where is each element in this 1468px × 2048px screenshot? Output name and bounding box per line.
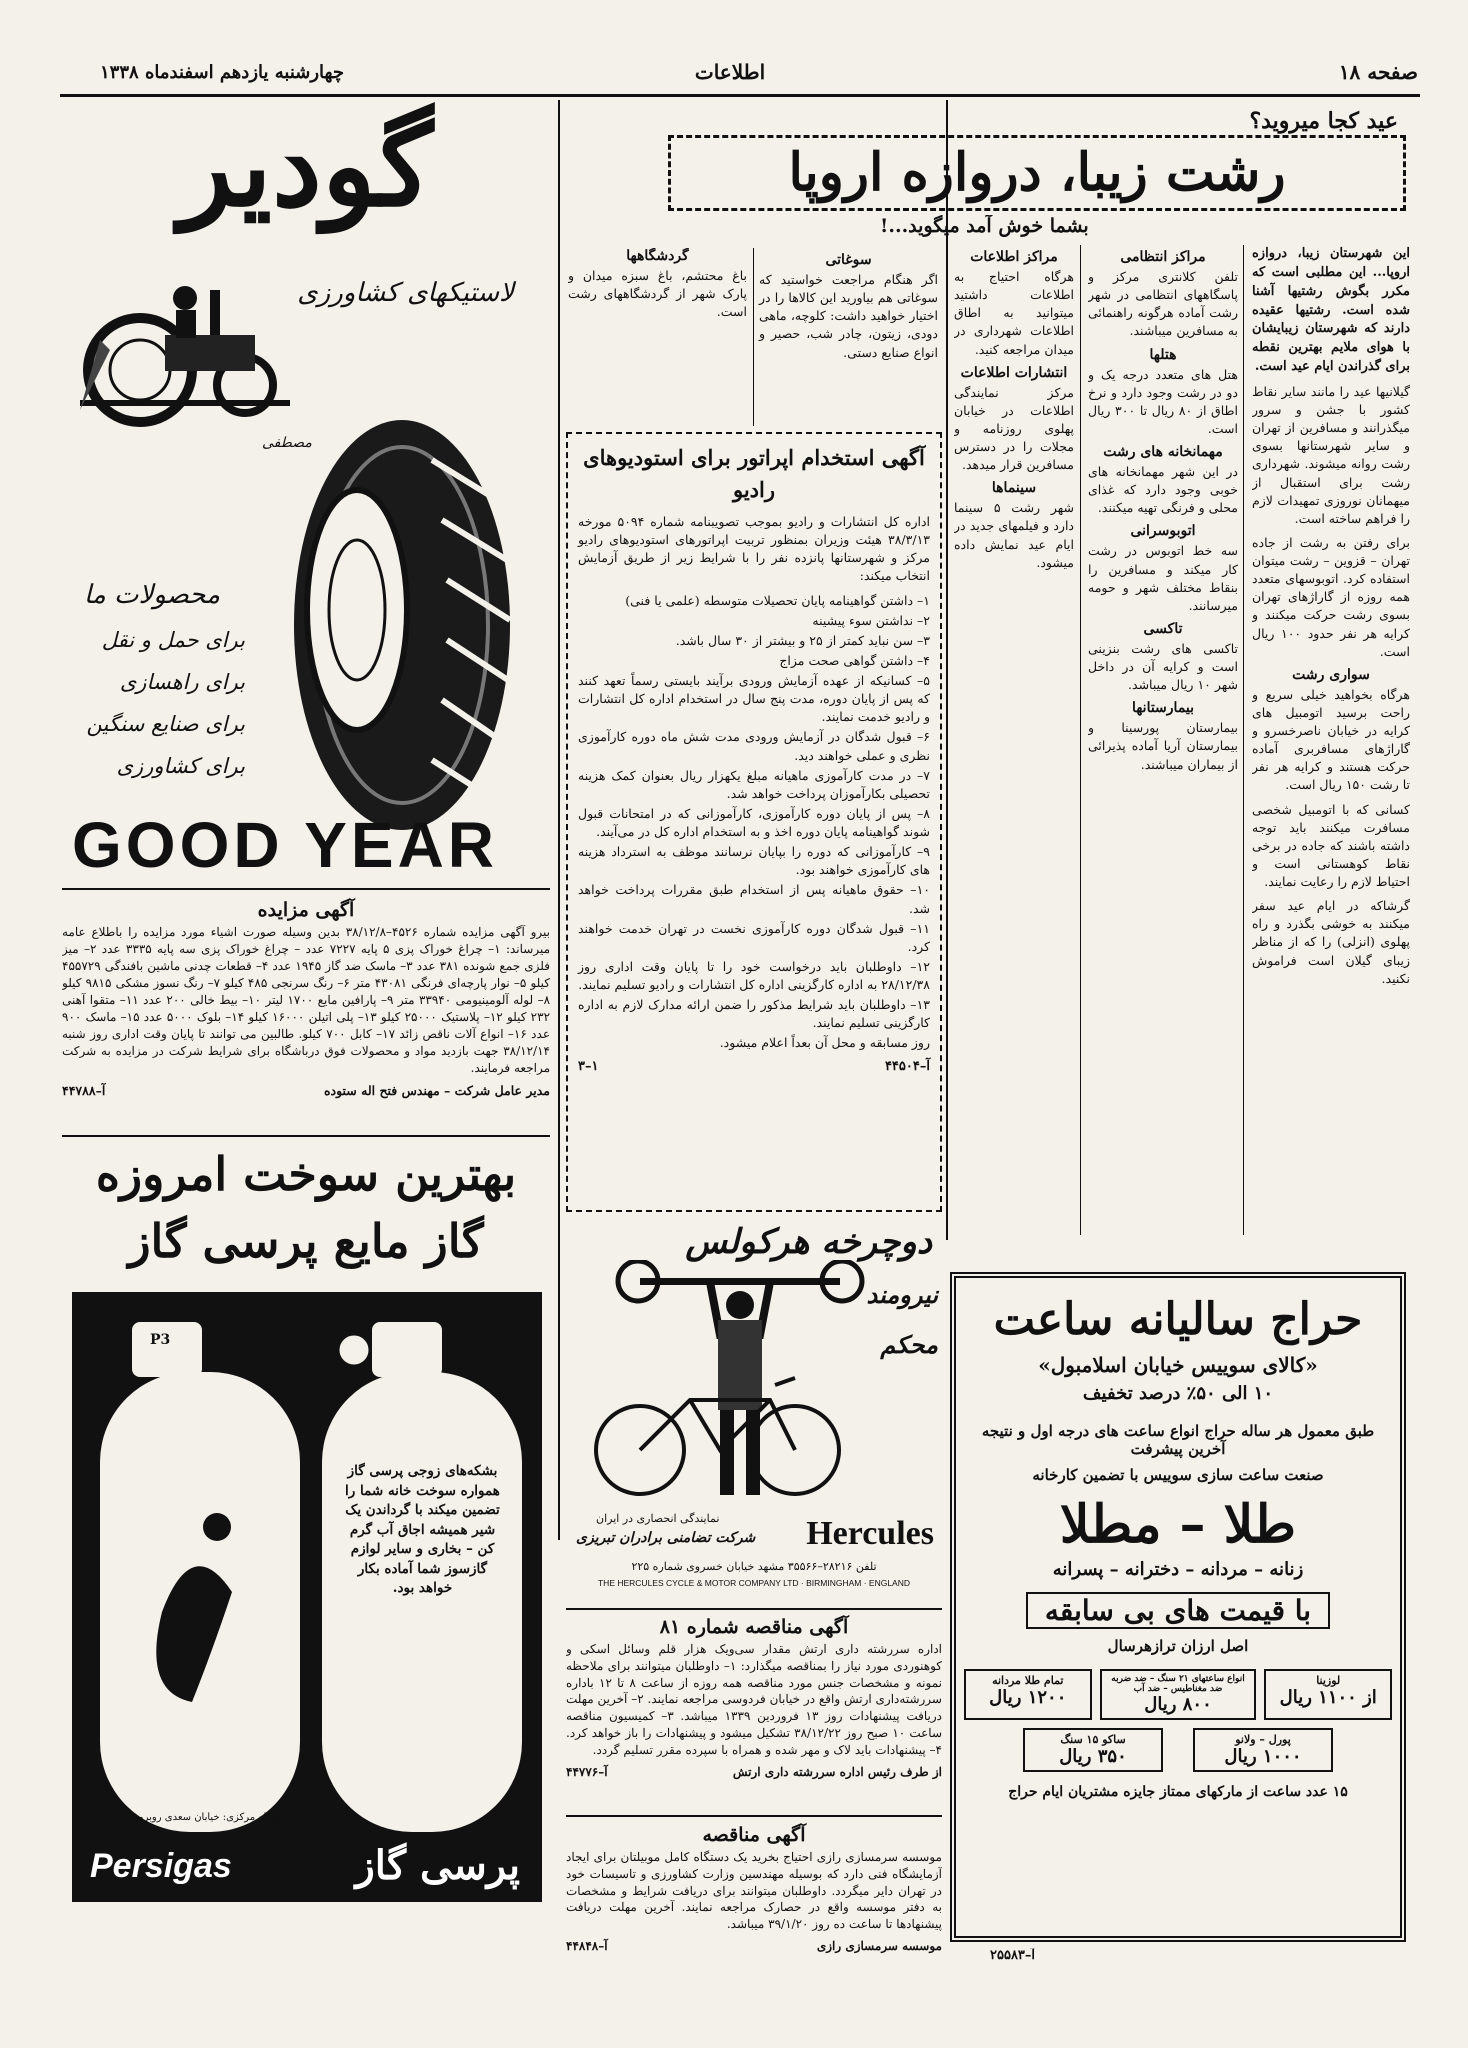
section-text: در این شهر مهمانخانه های خوبی وجود دارد که غذای محلی و فرنگی تهیه میکنند. — [1088, 464, 1238, 516]
tender-81-body: اداره سررشته داری ارتش مقدار سی‌ویک هزار قلم وسائل اسکی و کوهنوردی مورد نیاز را بمناقصه میگذارد: ۱– داوطلبان میتوانند برای ملاحظه نمونه و مشخصات جنس مورد مناقصه همه روزه از ساعت ۸ تا ۱۲ باداره سررشته‌داری ارتش واقع در خیابان فردوسی مراجعه نمایند. ۲– آخرین مهلت دریافت پیشنهادات روز ۱۳ فروردین ۱۳۳۹ میباشد. ۳– کمیسیون مناقصه ساعت ۱۰ صبح روز ۳۸/۱۲/۲۲ تشکیل میشود و پیشنهادات را باز خواهد کرد. ۴– پیشنهادات باید لاک و مهر شده و همراه با سپرده مقرر تسلیم گردد. — [566, 1642, 942, 1757]
section-text: تاکسی های رشت بنزینی است و کرایه آن در داخل شهر ۱۰ ریال میباشد. — [1088, 640, 1238, 693]
price-name: پورل – ولانو — [1235, 1733, 1291, 1746]
hercules-company: شرکت تضامنی برادران تبریزی — [576, 1530, 756, 1546]
persigas-dealer: نمایشگاه مرکزی: خیابان سعدی روبروی سینما — [104, 1812, 296, 1823]
hercules-illustration — [570, 1260, 900, 1510]
goodyear-ad — [62, 100, 550, 885]
rasht-title: رشت زیبا، دروازه اروپا — [788, 142, 1286, 203]
watch-line-1: طبق معمول هر ساله حراج انواع ساعت های درجه اول و نتیجه آخرین پیشرفت — [981, 1422, 1375, 1458]
rasht-intro-column — [1252, 245, 1410, 1240]
radio-ad-closing: روز مسابقه و محل آن بعداً اعلام میشود. — [719, 1035, 930, 1051]
auction-code: آ–۴۴۷۸۸ — [62, 1083, 106, 1099]
section-title: سواری رشت — [1292, 666, 1370, 683]
section-title: تاکسی — [1143, 620, 1183, 637]
watch-ad-code: آ–۲۵۵۸۳ — [990, 1948, 1036, 1963]
rasht-column-3 — [954, 245, 1074, 1240]
tender-razi — [566, 1820, 942, 1975]
price-name: لوزینا — [1316, 1674, 1341, 1687]
price-value: ۳۵۰ ریال — [1059, 1746, 1127, 1767]
tender-81 — [566, 1612, 942, 1812]
persigas-headline-2: گاز مایع پرسی گاز — [128, 1214, 484, 1268]
radio-ad-item: ۵– کسانیکه از عهده آزمایش ورودی برآیند بایستی رسماً تعهد کنند که پس از پایان دوره، مدت پنج سال در استخدام اداره کل انتشارات و رادیو خدمت نمایند. — [578, 673, 930, 725]
auction-signature: مدیر عامل شرکت – مهندس فتح اله ستوده — [323, 1083, 550, 1099]
tender-razi-body: موسسه سرمسازی رازی احتیاج بخرید یک دستگاه کامل موبیلتان برای ایجاد آزمایشگاه فنی دارد که بوسیله مهندسین وزارت کشاورزی و تاسیسات خود در تهران دایر میگردد. داوطلبان میتوانند برای دریافت شرایط و مشخصات به دفتر موسسه واقع در حصارک مراجعه نمایند. آخرین مهلت دریافت پیشنهادها تا ساعت ده روز ۳۹/۱/۲۰ میباشد. — [566, 1850, 942, 1932]
persigas-headline-1: بهترین سوخت امروزه — [95, 1147, 517, 1201]
products-title: محصولات ما — [83, 580, 220, 610]
hercules-slogan-1: نیرومند — [866, 1280, 938, 1309]
section-rule — [62, 888, 550, 890]
section-text: هتل های متعدد درجه یک و دو در رشت وجود دارد و نرخ اطاق از ۸۰ ریال تا ۳۰۰ ریال است. — [1088, 366, 1238, 436]
rasht-intro: این شهرستان زیبا، دروازه اروپا... این مطلبی است که مکرر بگوش رشتیها آشنا شده است. رشتیها عقیده دارند که شهرستان زیبایشان با هوای ملایم بهترین نقطه برای گذراندن ایام عید است. — [1252, 246, 1410, 375]
persigas-panel — [72, 1292, 542, 1902]
section-title: انتشارات اطلاعات — [960, 364, 1068, 381]
section-title: اتوبوسرانی — [1130, 523, 1196, 540]
watch-genders: زنانه – مردانه – دخترانه – پسرانه — [1052, 1559, 1304, 1580]
section-text: باغ محتشم، باغ سبزه میدان و پارک شهر از گردشگاههای رشت است. — [568, 268, 747, 320]
tender-razi-code: آ–۴۴۸۴۸ — [566, 1938, 608, 1953]
auction-notice — [62, 895, 550, 1130]
radio-ad-code-left: ۱–۳ — [578, 1058, 599, 1074]
rasht-continued — [568, 248, 938, 426]
section-text: اگر هنگام مراجعت خواستید که سوغاتی هم بیاورید این کالاها را در اختیار خواهید داشت: کلوچه، ماهی دودی، زیتون، چادر شب، حصیر و انواع صنایع دستی. — [759, 272, 938, 360]
radio-ad-item: ۱۲– داوطلبان باید درخواست خود را تا پایان وقت اداری روز ۲۸/۱۲/۳۸ به اداره کارگزینی اداره کل انتشارات و رادیو تسلیم نمایند. — [578, 958, 930, 992]
cylinder-text: بشکه‌های زوجی پرسی گاز همواره سوخت خانه شما را تضمین میکند با گرداندن یک شیر همیشه اجاق آب گرم کن – بخاری و سایر لوازم گازسوز شما آماده بکار خواهد بود. — [345, 1463, 500, 1597]
section-title: گردشگاهها — [626, 248, 689, 264]
watch-line-2: صنعت ساعت سازی سوییس با تضمین کارخانه — [1032, 1466, 1324, 1484]
watch-subline: اصل ارزان ترازهرسال — [1107, 1637, 1249, 1655]
section-title: مهمانخانه های رشت — [1103, 444, 1223, 460]
auction-body: بیرو آگهی مزایده شماره ۴۵۲۶–۳۸/۱۲/۸ بدین وسیله صورت اشیاء مورد مزایده را باطلاع عامه میرساند: ۱– چراغ خوراک پزی ۵ پایه ۷۲۲۷ عدد – چراغ خوراک پزی سه پایه ۳۳۳۵ عدد ۲– میز فلزی جمع شونده ۳۸۱ عدد ۳– ماسک ضد گاز ۱۹۴۵ عدد ۴– قطعات چدنی ماشین بافندگی ۴۵۵۷۲۹ کیلو ۵– نوار پارچه‌ای فرنگی ۴۳۰۸۱ متر ۶– رنگ سرنجی ۴۸۵ کیلو ۷– رنگ نسوز مشکی ۹۸۱۵ کیلو ۸– لوله آلومینیومی ۳۳۹۴۰ متر ۹– پارافین مایع ۱۷۰۰ لیتر ۱۰– بیط خالی ۲۰۰ عدد ۱۱– متقوا آهنی ۲۳۲ کیلو ۱۲– پلاستیک ۲۵۰۰۰ کیلو ۱۳– پلی اتیلن ۱۶۰۰۰ کیلو ۱۴– بلوک ۵۰۰۰ عدد ۱۵– ماسک ۹۰۰ عدد ۱۶– انواع آلات ناقص زائد ۱۷– کابل ۷۰۰ کیلو. طالبین می توانند تا پایان وقت اداری روز شنبه ۳۸/۱۲/۱۴ جهت بازدید مواد و محصولات فوق درباشگاه برای شرایط شرکت در مزایده به شرکت مراجعه فرمایند. — [62, 925, 550, 1076]
price-value: ۱۲۰۰ ریال — [989, 1687, 1067, 1708]
watch-headline: حراج سالیانه ساعت — [993, 1294, 1363, 1345]
price-box — [1100, 1669, 1257, 1720]
rasht-body: گیلانیها عید را مانند سایر نقاط کشور با جشن و سرور میگذرانند و مسافرین از تهران و سایر شهرستانها بسوی رشت روانه میشوند. شهرداری رشت برای استقبال از میهمانان نوروزی تمهیدات لازم را فراهم ساخته است. — [1252, 383, 1410, 526]
hercules-logo: Hercules — [806, 1515, 934, 1552]
radio-ad-item: ۸– پس از پایان دوره کارآموزی، کارآموزانی که در امتحانات قبول شوند گواهینامه پایان دوره اخذ و به استخدام اداره کل در می‌آیند. — [578, 805, 930, 839]
section-rule — [566, 1608, 942, 1610]
section-text: سه خط اتوبوس در رشت کار میکند و مسافرین را بنقاط مختلف شهر و حومه میرسانند. — [1088, 543, 1238, 613]
radio-ad-item: ۳– سن نباید کمتر از ۲۵ و بیشتر از ۳۰ سال باشد. — [675, 632, 930, 648]
radio-ad-item: ۱۱– قبول شدگان دوره کارآموزی نخست در تهران خدمت خواهند کرد. — [578, 920, 930, 954]
goodyear-signature: مصطفی — [262, 435, 312, 451]
persigas-logo-en: Persigas — [90, 1847, 232, 1885]
section-text: بیمارستان پورسینا و بیمارستان آریا آماده پذیرائی از بیماران میباشند. — [1088, 720, 1238, 772]
newspaper-name: اطلاعات — [694, 60, 766, 84]
price-value: ۸۰۰ ریال — [1144, 1694, 1212, 1715]
section-text: تلفن کلانتری مرکز و پاسگاههای انتظامی در شهر رشت آماده هرگونه راهنمائی به مسافرین میباشند. — [1088, 269, 1238, 339]
radio-ad-item: ۱– داشتن گواهینامه پایان تحصیلات متوسطه (علمی یا فنی) — [625, 592, 930, 608]
rasht-kicker: عید کجا میروید؟ — [1249, 108, 1398, 134]
persigas-logo-fa: پرسی گاز — [355, 1842, 520, 1889]
masthead-rule — [60, 94, 1420, 97]
section-title: هتلها — [1149, 346, 1177, 363]
radio-ad-item: ۹– کارآموزانی که دوره را بپایان نرسانند موظف به استرداد هزینه های کارآموزی خواهند بود. — [578, 844, 930, 878]
radio-ad-intro: اداره کل انتشارات و رادیو بموجب تصویبنامه شماره ۵۰۹۴ مورخه ۳۸/۳/۱۳ هیئت وزیران بمنظور تربیت اپراتورهای استودیوهای رادیو مرکز و شهرستانها پانزده نفر را با شرایط زیر از طریق آزمایش انتخاب میکند: — [578, 514, 931, 584]
goodyear-logo: GOOD YEAR — [72, 809, 498, 881]
column-divider — [946, 100, 948, 1240]
auction-title: آگهی مزایده — [257, 899, 355, 921]
tender-81-code: آ–۴۴۷۷۶ — [566, 1764, 608, 1779]
tender-81-signature: از طرف رئیس اداره سررشته داری ارتش — [732, 1764, 942, 1779]
product-item: برای صنایع سنگین — [86, 712, 245, 736]
hercules-headline: دوچرخه هرکولس — [685, 1222, 932, 1262]
section-text: مرکز نمایندگی اطلاعات در خیابان پهلوی روزنامه و مجلات را در دسترس مسافرین قرار میدهد. — [954, 384, 1074, 473]
radio-ad-item: ۴– داشتن گواهی صحت مزاج — [779, 652, 930, 668]
persigas-ad — [62, 1142, 550, 1912]
section-text: هرگاه بخواهید خیلی سریع و راحت برسید اتومبیل های کرایه در خیابان ناصرخسرو و گاراژهای مسافربری آماده حرکت هستند و کرایه هر نفر تا رشت ۱۵۰ ریال است. — [1252, 686, 1410, 793]
section-rule — [566, 1815, 942, 1817]
page-number: صفحه ۱۸ — [1338, 60, 1418, 84]
price-value: از ۱۱۰۰ ریال — [1279, 1687, 1377, 1708]
radio-ad-item: ۱۳– داوطلبان باید شرایط مذکور را ضمن ارائه مدارک لازم به اداره کارگزینی تسلیم نمایند. — [578, 997, 930, 1031]
hercules-ad — [566, 1220, 942, 1610]
radio-ad-item: ۷– در مدت کارآموزی ماهیانه مبلغ یکهزار ریال بعنوان کمک هزینه تحصیلی بکارآموزان پرداخت خواهد شد. — [578, 767, 930, 801]
price-box — [1264, 1669, 1392, 1720]
product-item: برای حمل و نقل — [101, 628, 245, 652]
section-text: هرگاه احتیاج به اطلاعات داشتید میتوانید به اطاق اطلاعات شهرداری در میدان مراجعه کنید. — [954, 269, 1074, 357]
column-divider — [558, 100, 560, 1540]
price-value: ۱۰۰۰ ریال — [1224, 1746, 1302, 1767]
hercules-phone: تلفن ۲۸۲۱۶–۳۵۵۶۶ مشهد خیابان خسروی شماره ۲۲۵ — [631, 1560, 877, 1573]
radio-ad-title: آگهی استخدام اپراتور برای استودیوهای رادیو — [583, 445, 925, 502]
cylinder-code: P3 — [150, 1332, 171, 1348]
section-title: بیمارستانها — [1131, 700, 1195, 717]
section-title: سینماها — [991, 480, 1037, 497]
price-name: انواع ساعتهای ۲۱ سنگ – ضد ضربه ضد مغناطیس – ضد آب — [1111, 1674, 1245, 1694]
radio-ad-code: آ–۴۴۵۰۴ — [884, 1058, 930, 1074]
column-divider — [1080, 245, 1081, 1235]
price-box — [1193, 1728, 1333, 1772]
watch-sale-ad — [950, 1272, 1406, 1942]
goodyear-tagline: لاستیکهای کشاورزی — [297, 278, 514, 308]
rasht-headline-box — [668, 135, 1406, 211]
rasht-subtitle: بشما خوش آمد میگوید...! — [880, 215, 1089, 237]
column-divider — [1243, 245, 1244, 1235]
section-text: شهر رشت ۵ سینما دارد و فیلمهای جدید در ایام عید نمایش داده میشود. — [954, 500, 1074, 570]
price-name: ساکو ۱۵ سنگ — [1060, 1733, 1126, 1746]
product-item: برای راهسازی — [119, 670, 245, 694]
hercules-tagline: THE HERCULES CYCLE & MOTOR COMPANY LTD · BIRMINGHAM · ENGLAND — [597, 1578, 911, 1588]
tender-razi-title: آگهی مناقصه — [702, 1824, 806, 1846]
tender-81-title: آگهی مناقصه شماره ۸۱ — [659, 1616, 849, 1638]
section-title: مراکز انتظامی — [1120, 249, 1206, 265]
tire-illustration — [262, 400, 522, 850]
section-title: سوغاتی — [825, 252, 872, 268]
watch-footer: ۱۵ عدد ساعت از مارکهای ممتاز جایزه مشتریان ایام حراج — [1008, 1784, 1348, 1800]
radio-ad-item: ۶– قبول شدگان در آزمایش ورودی مدت شش ماه دوره کارآموزی نظری و عملی خواهند دید. — [578, 729, 930, 763]
rasht-body: برای رفتن به رشت از جاده تهران – قزوین – رشت میتوان استفاده کرد. اتوبوسهای متعدد همه روزه از گاراژهای تهران بسوی رشت حرکت میکنند و کرایه هر نفر حدود ۱۰۰ ریال است. — [1252, 534, 1410, 659]
radio-ad-item: ۱۰– حقوق ماهیانه پس از استخدام طبق مقررات پرداخت خواهد شد. — [578, 882, 930, 916]
section-title: مراکز اطلاعات — [970, 249, 1058, 265]
hercules-slogan-2: محکم — [880, 1330, 938, 1359]
goodyear-headline: گودیر — [178, 101, 434, 232]
rasht-closing: گرشاکه در ایام عید سفر میکنند به خوشی بگذرد و راه پهلوی (انزلی) را که از مناظر زیبای گیلان است فراموش نکنید. — [1252, 898, 1410, 986]
tender-razi-signature: موسسه سرمسازی رازی — [816, 1938, 942, 1953]
price-box — [964, 1669, 1092, 1720]
watch-price-tag: با قیمت های بی سابقه — [1026, 1592, 1330, 1629]
product-item: برای کشاورزی — [116, 754, 245, 778]
rasht-column-2 — [1088, 245, 1238, 1240]
radio-ad-item: ۲– نداشتن سوء پیشینه — [812, 612, 930, 628]
price-name: تمام طلا مردانه — [992, 1674, 1064, 1687]
price-box — [1023, 1728, 1163, 1772]
watch-subhead: «کالای سوییس خیابان اسلامبول» — [1038, 1353, 1318, 1377]
radio-ad — [566, 432, 942, 1212]
hercules-dealer: نمایندگی انحصاری در ایران — [596, 1512, 720, 1525]
issue-date: چهارشنبه یازدهم اسفندماه ۱۳۳۸ — [100, 62, 344, 83]
section-rule — [62, 1135, 550, 1137]
rasht-body: کسانی که با اتومبیل شخصی مسافرت میکنند باید توجه داشته باشند که جاده در برخی نقاط کوهستانی است و احتیاط لازم را رعایت نمایند. — [1252, 801, 1410, 890]
watch-gold: طلا – مطلا — [1059, 1494, 1297, 1555]
watch-discount: ۱۰ الی ۵۰٪ درصد تخفیف — [1082, 1383, 1274, 1404]
